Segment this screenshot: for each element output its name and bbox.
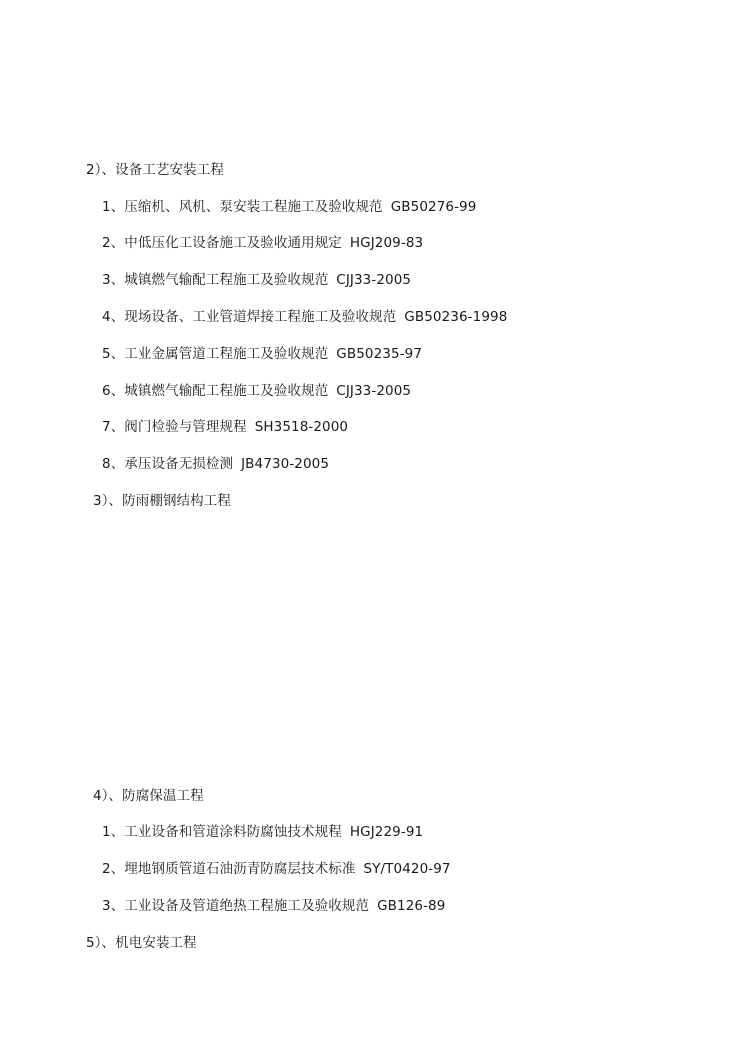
section-3-heading: 3）、防雨棚钢结构工程 [93,493,231,509]
standard-item [102,823,423,841]
section-4-heading: 4）、防腐保温工程 [93,788,204,804]
standard-code: JB4730-2005 [241,456,330,472]
standard-title: 6、城镇燃气输配工程施工及验收规范 [102,383,329,399]
standard-code: CJJ33-2005 [336,383,412,399]
standard-title: 2、埋地钢质管道石油沥青防腐层技术标准 [102,861,356,877]
standard-code: GB50276-99 [390,199,477,215]
standard-code: HGJ209-83 [349,235,424,251]
standard-code: SY/T0420-97 [363,861,451,877]
standard-item [102,198,476,216]
standard-item [102,271,411,289]
standard-title: 8、承压设备无损检测 [102,456,234,472]
standard-code: SH3518-2000 [254,419,349,435]
standard-code: CJJ33-2005 [336,272,412,288]
standard-title: 3、城镇燃气输配工程施工及验收规范 [102,272,329,288]
section-2-heading: 2）、设备工艺安装工程 [86,162,224,178]
standard-item [102,455,329,473]
standard-item [102,418,348,436]
standard-code: GB50235-97 [336,346,423,362]
standard-title: 7、阀门检验与管理规程 [102,419,247,435]
standard-code: GB126-89 [377,898,446,914]
standard-item [102,897,445,915]
standard-title: 5、工业金属管道工程施工及验收规范 [102,346,329,362]
standard-title: 4、现场设备、工业管道焊接工程施工及验收规范 [102,309,397,325]
standard-item [102,382,411,400]
section-5-heading: 5）、机电安装工程 [86,935,197,951]
standard-item [102,234,423,252]
standard-item [102,860,451,878]
standard-code: HGJ229-91 [349,824,424,840]
standard-title: 1、工业设备和管道涂料防腐蚀技术规程 [102,824,342,840]
standard-item [102,345,422,363]
standard-item [102,308,507,326]
standard-title: 3、工业设备及管道绝热工程施工及验收规范 [102,898,370,914]
standard-title: 2、中低压化工设备施工及验收通用规定 [102,235,342,251]
standard-title: 1、压缩机、风机、泵安装工程施工及验收规范 [102,199,383,215]
standard-code: GB50236-1998 [404,309,508,325]
